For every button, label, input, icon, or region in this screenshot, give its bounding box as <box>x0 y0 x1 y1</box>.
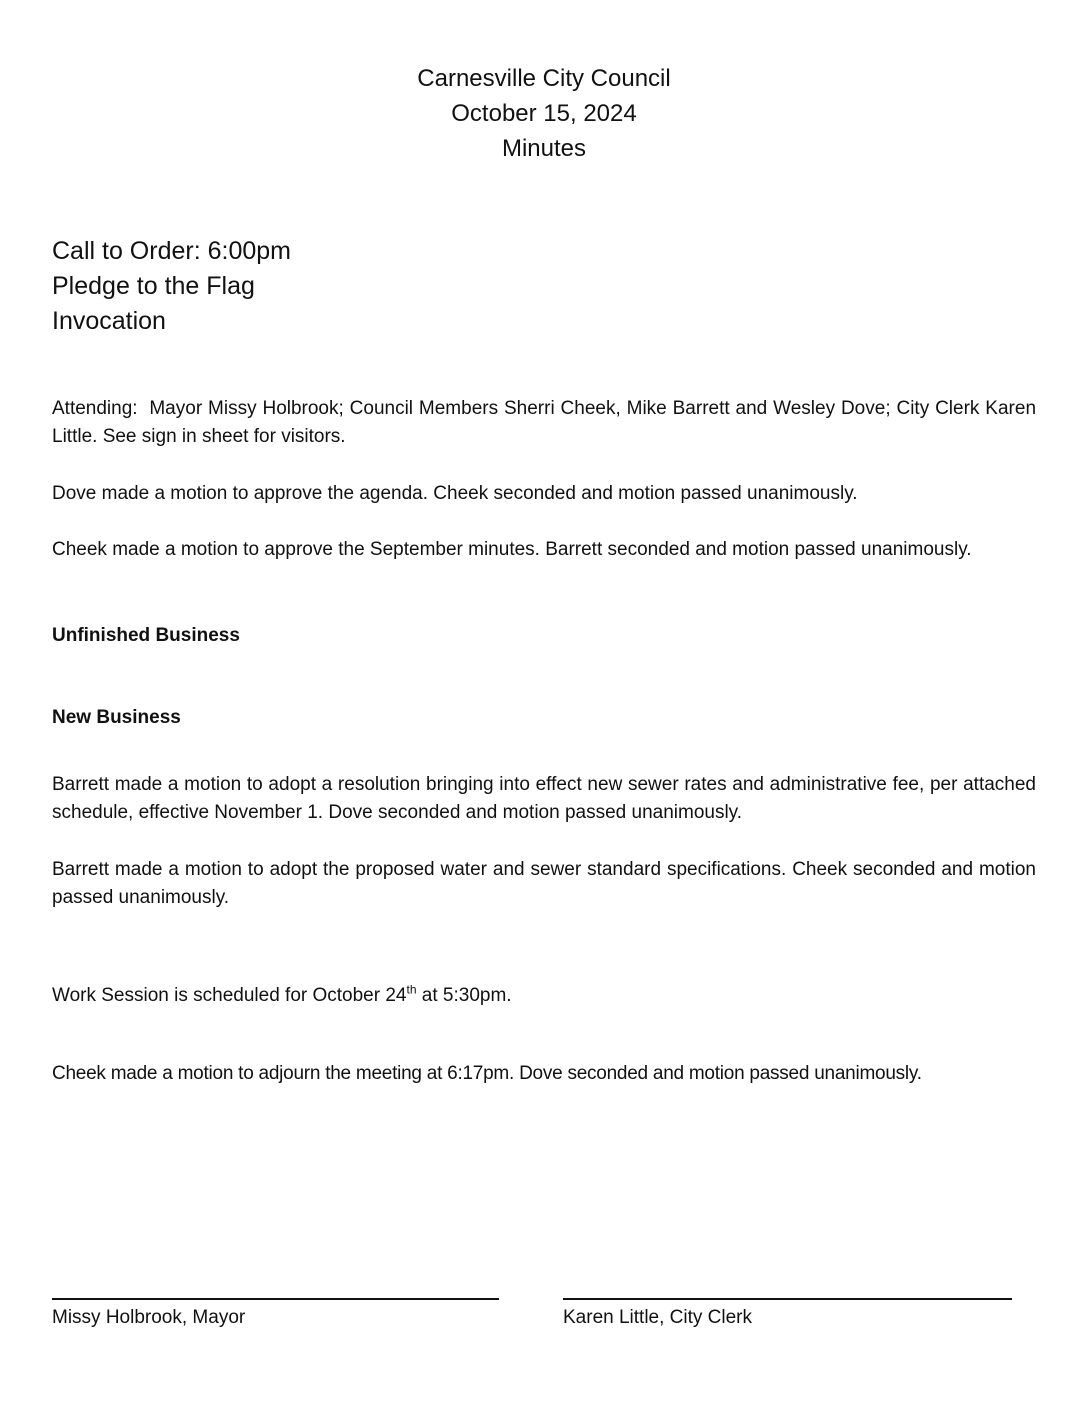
work-session-text: Work Session is scheduled for October 24 <box>52 985 407 1006</box>
pledge-to-flag: Pledge to the Flag <box>52 272 255 300</box>
council-name: Carnesville City Council <box>417 65 671 92</box>
work-session-time: at 5:30pm. <box>416 985 512 1006</box>
meeting-date: October 15, 2024 <box>451 100 637 127</box>
mayor-signature-name: Missy Holbrook, Mayor <box>52 1307 246 1328</box>
work-session-notice <box>52 982 1036 1010</box>
clerk-signature-name: Karen Little, City Clerk <box>563 1307 753 1328</box>
attending-text: Mayor Missy Holbrook; Council Members Sherri Cheek, Mike Barrett and Wesley Dove; City Clerk Karen Little. See sign in sheet for visitors. <box>52 398 1037 447</box>
agenda-motion: Dove made a motion to approve the agenda. Cheek seconded and motion passed unanimously. <box>52 483 858 504</box>
attending-label: Attending: <box>52 398 138 419</box>
new-business-item-1: Barrett made a motion to adopt a resolution bringing into effect new sewer rates and administrative fee, per attached schedule, effective November 1. Dove seconded and motion passed unanimously. <box>52 774 1036 823</box>
call-to-order: Call to Order: 6:00pm <box>52 237 291 265</box>
new-business-item-2: Barrett made a motion to adopt the proposed water and sewer standard specifications. Cheek seconded and motion passed unanimously. <box>52 859 1036 908</box>
minutes-motion: Cheek made a motion to approve the September minutes. Barrett seconded and motion passed unanimously. <box>52 539 972 560</box>
unfinished-business-heading: Unfinished Business <box>52 625 240 646</box>
opening-items <box>52 234 291 339</box>
invocation: Invocation <box>52 307 166 335</box>
mayor-signature-line <box>52 1298 499 1300</box>
clerk-signature-line <box>563 1298 1012 1300</box>
adjourn-motion: Cheek made a motion to adjourn the meeting at 6:17pm. Dove seconded and motion passed unanimously. <box>52 1063 922 1084</box>
new-business-heading: New Business <box>52 707 181 728</box>
document-header <box>0 61 1088 166</box>
attending-paragraph <box>52 395 1036 451</box>
ordinal-suffix: th <box>406 982 417 997</box>
document-type: Minutes <box>501 135 587 162</box>
